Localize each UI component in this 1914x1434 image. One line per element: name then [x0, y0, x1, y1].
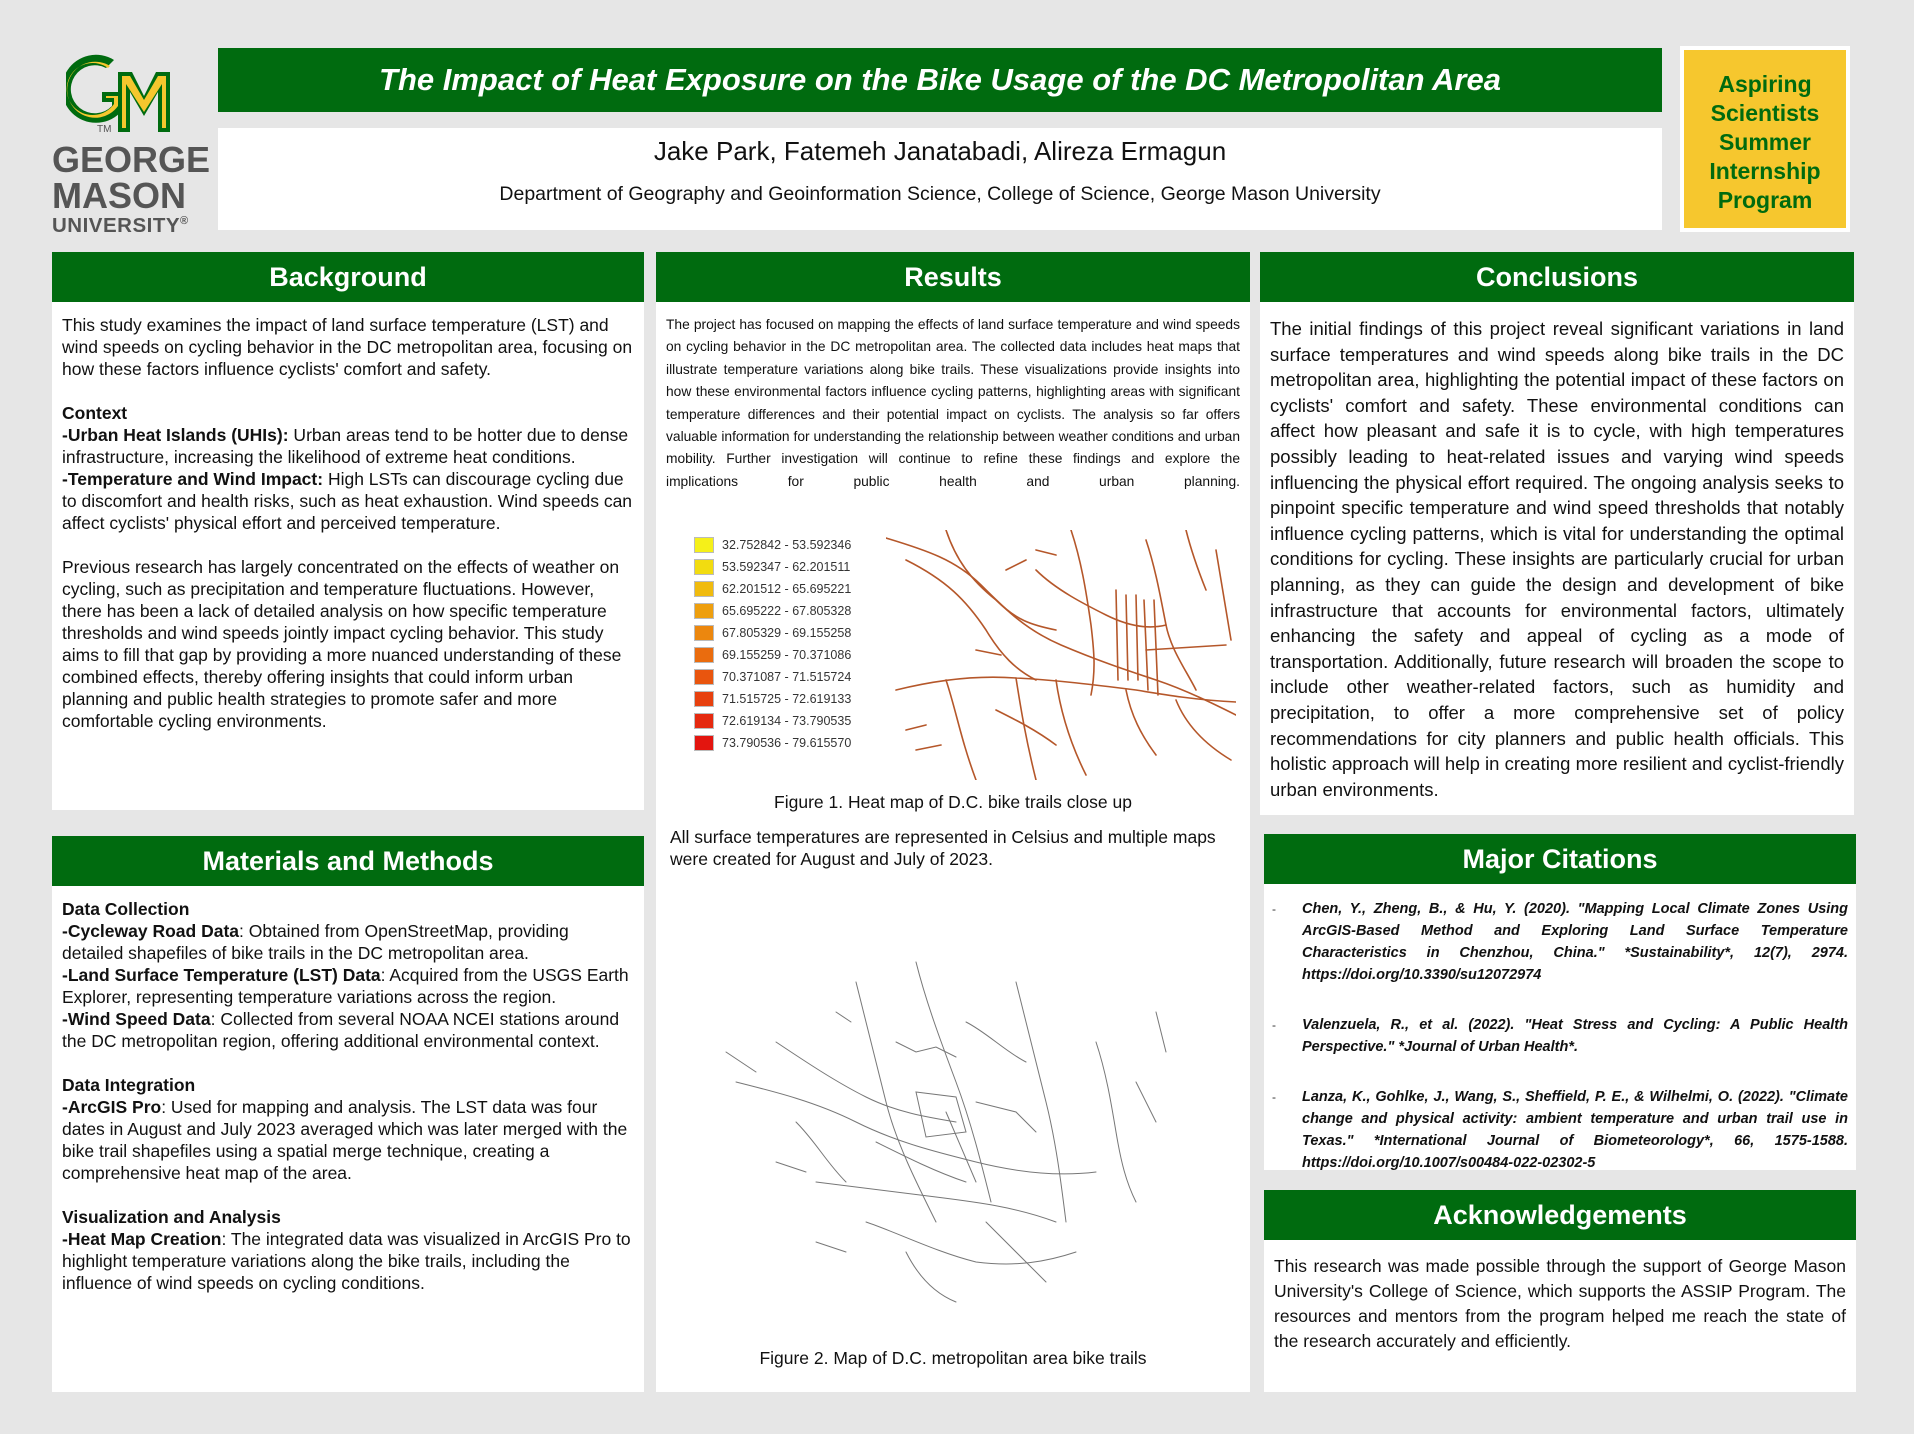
temperature-note: All surface temperatures are represented in Celsius and multiple maps were created for August and July of 2023. — [670, 827, 1216, 869]
results-panel — [656, 252, 1250, 1392]
legend-row — [694, 666, 864, 688]
university-name: GEORGE MASON UNIVERSITY® — [52, 139, 211, 237]
legend-swatch — [694, 691, 714, 707]
legend-label: 70.371087 - 71.515724 — [722, 670, 852, 684]
methods-heading: Materials and Methods — [52, 836, 644, 886]
conclusions-heading: Conclusions — [1260, 252, 1854, 302]
conclusions-text: The initial findings of this project reveal significant variations in land surface temperatures and wind speeds along bike trails in the DC metropolitan area, highlighting the potential impact of these factors on cyclists' comfort and safety. These environmental conditions can affect how pleasant and safe it is to cycle, with high temperatures possibly leading to heat-related issues and varying wind speeds influencing the physical effort required. The ongoing analysis seeks to pinpoint specific temperature and wind speed thresholds that notably influence cycling patterns, which is vital for understanding the optimal conditions for cycling. These insights are particularly crucial for urban planning, as they can guide the design and development of bike infrastructure that accounts for environmental factors, ultimately enhancing the safety and appeal of cycling as a mode of transportation. Additionally, future research will broaden the scope to include other weather-related factors, such as humidity and precipitation, to offer a more comprehensive set of policy recommendations for city planners and public health officials. This holistic approach will help in creating more resilient and cyclist-friendly urban environments. — [1270, 318, 1844, 800]
legend-row — [694, 688, 864, 710]
background-panel: Background This study examines the impact of land surface temperature (LST) and wind speeds on cycling behavior in the DC metropolitan area, focusing on how these factors influence cyclists' comfort and safety. Context -Urban Heat Islands (UHIs): Urban areas tend to be hotter due to dense infrastructure, increasing the likelihood of extreme heat conditions. -Temperature and Wind Impact: High LSTs can discourage cycling due to discomfort and health risks, such as heat exhaustion. Wind speeds can affect cyclists' physical effort and perceived temperature. Previous research has largely concentrated on the effects of weather on cycling, such as precipitation and temperature fluctuations. However, there has been a lack of detailed analysis on how specific temperature thresholds and wind speeds jointly impact cycling behavior. This study aims to fill that gap by providing a more nuanced understanding of these combined effects, thereby offering insights that could inform urban planning and public health strategies to promote safer and more comfortable cycling environments. — [52, 252, 644, 810]
background-heading: Background — [52, 252, 644, 302]
legend-label: 53.592347 - 62.201511 — [722, 560, 851, 574]
legend-row — [694, 732, 864, 754]
legend-label: 72.619134 - 73.790535 — [722, 714, 852, 728]
figure-2-caption: Figure 2. Map of D.C. metropolitan area bike trails — [759, 1348, 1147, 1368]
bullet-icon: - — [1272, 902, 1276, 916]
legend-row — [694, 600, 864, 622]
legend-row — [694, 644, 864, 666]
methods-panel: Materials and Methods Data Collection -Cycleway Road Data: Obtained from OpenStreetMap, providing detailed shapefiles of bike trails in the DC metropolitan area. -Land Surface Temperature (LST) Data: Acquired from the USGS Earth Explorer, representing temperature variations across the region. -Wind Speed Data: Collected from several NOAA NCEI stations around the DC metropolitan region, offering additional environmental context. Data Integration -ArcGIS Pro: Used for mapping and analysis. The LST data was four dates in August and July 2023 averaged which was later merged with the bike trail shapefiles using a spatial merge technique, creating a comprehensive heat map of the area. Visualization and Analysis -Heat Map Creation: The integrated data was visualized in ArcGIS Pro to highlight temperature variations along the bike trails, including the influence of wind speeds on cycling conditions. — [52, 836, 644, 1392]
citations-heading: Major Citations — [1264, 834, 1856, 884]
legend-row — [694, 710, 864, 732]
legend-swatch — [694, 735, 714, 751]
metro-bike-trails-map — [716, 922, 1186, 1322]
conclusions-panel — [1260, 252, 1854, 815]
acknowledgements-text: This research was made possible through the support of George Mason University's College of Science, which supports the ASSIP Program. The resources and mentors from the program helped me reach the state of the research accurately and efficiently. — [1274, 1256, 1846, 1351]
legend-label: 65.695222 - 67.805328 — [722, 604, 852, 618]
legend-label: 62.201512 - 65.695221 — [722, 582, 852, 596]
legend-row — [694, 622, 864, 644]
citation-item: - Valenzuela, R., et al. (2022). "Heat Stress and Cycling: A Public Health Perspective." *Journal of Urban Health*. — [1272, 1014, 1848, 1058]
author-box — [218, 128, 1662, 230]
results-text: The project has focused on mapping the effects of land surface temperature and wind speeds on cycling behavior in the DC metropolitan area. The collected data includes heat maps that illustrate temperature variations along bike trails. These visualizations provide insights into how these environmental factors influence cycling patterns, highlighting areas with significant temperature differences and their potential impact on cyclists. The analysis so far offers valuable information for understanding the relationship between weather conditions and urban mobility. Further investigation will continue to refine these findings and explore the implications for public health and urban planning. — [666, 317, 1240, 489]
program-badge: Aspiring Scientists Summer Internship Program — [1680, 46, 1850, 232]
legend-swatch — [694, 537, 714, 553]
context-heading: Context — [62, 403, 128, 423]
results-heading: Results — [656, 252, 1250, 302]
legend-row — [694, 578, 864, 600]
background-intro: This study examines the impact of land surface temperature (LST) and wind speeds on cycling behavior in the DC metropolitan area, focusing on how these factors influence cyclists' comfort and safety. — [62, 315, 633, 379]
legend-label: 71.515725 - 72.619133 — [722, 692, 852, 706]
background-previous: Previous research has largely concentrated on the effects of weather on cycling, such as precipitation and temperature fluctuations. However, there has been a lack of detailed analysis on how specific temperature thresholds and wind speeds jointly impact cycling behavior. This study aims to fill that gap by providing a more nuanced understanding of these combined effects, thereby offering insights that could inform urban planning and public health strategies to promote safer and more comfortable cycling environments. — [62, 557, 622, 731]
legend-row — [694, 534, 864, 556]
legend-swatch — [694, 603, 714, 619]
citation-item: - Chen, Y., Zheng, B., & Hu, Y. (2020). "Mapping Local Climate Zones Using ArcGIS-Based Method and Exploring Land Surface Temperature Characteristics in Chenzhou, China." *Sustainability*, 12(7), 2974. https://doi.org/10.3390/su12072974 — [1272, 898, 1848, 986]
legend-swatch — [694, 669, 714, 685]
legend-label: 32.752842 - 53.592346 — [722, 538, 852, 552]
legend-swatch — [694, 647, 714, 663]
bullet-icon: - — [1272, 1090, 1276, 1104]
legend-swatch — [694, 559, 714, 575]
legend-label: 73.790536 - 79.615570 — [722, 736, 852, 750]
citations-panel — [1264, 834, 1856, 1170]
authors: Jake Park, Fatemeh Janatabadi, Alireza Ermagun — [653, 136, 1227, 166]
legend-label: 67.805329 - 69.155258 — [722, 626, 852, 640]
heat-map-legend — [694, 534, 864, 754]
legend-swatch — [694, 713, 714, 729]
trademark-mark: TM — [97, 124, 112, 135]
legend-row — [694, 556, 864, 578]
figure-1-caption: Figure 1. Heat map of D.C. bike trails close up — [774, 792, 1132, 812]
citation-item: - Lanza, K., Gohlke, J., Wang, S., Sheffield, P. E., & Wilhelmi, O. (2022). "Climate change and physical activity: ambient temperature and urban trail use in Texas." *International Journal of Biometeorology*, 66, 1575-1588. https://doi.org/10.1007/s00484-022-02302-5 — [1272, 1086, 1848, 1174]
heat-map-closeup — [886, 530, 1236, 780]
acknowledgements-panel — [1264, 1190, 1856, 1392]
legend-swatch — [694, 625, 714, 641]
affiliation: Department of Geography and Geoinformation Science, College of Science, George Mason University — [499, 183, 1381, 205]
acknowledgements-heading: Acknowledgements — [1264, 1190, 1856, 1240]
legend-swatch — [694, 581, 714, 597]
citations-list — [1264, 884, 1856, 1174]
poster-title: The Impact of Heat Exposure on the Bike Usage of the DC Metropolitan Area — [218, 48, 1662, 112]
bullet-icon: - — [1272, 1018, 1276, 1032]
legend-label: 69.155259 - 70.371086 — [722, 648, 852, 662]
gmu-logo — [52, 44, 212, 237]
gm-monogram-icon — [66, 46, 186, 138]
